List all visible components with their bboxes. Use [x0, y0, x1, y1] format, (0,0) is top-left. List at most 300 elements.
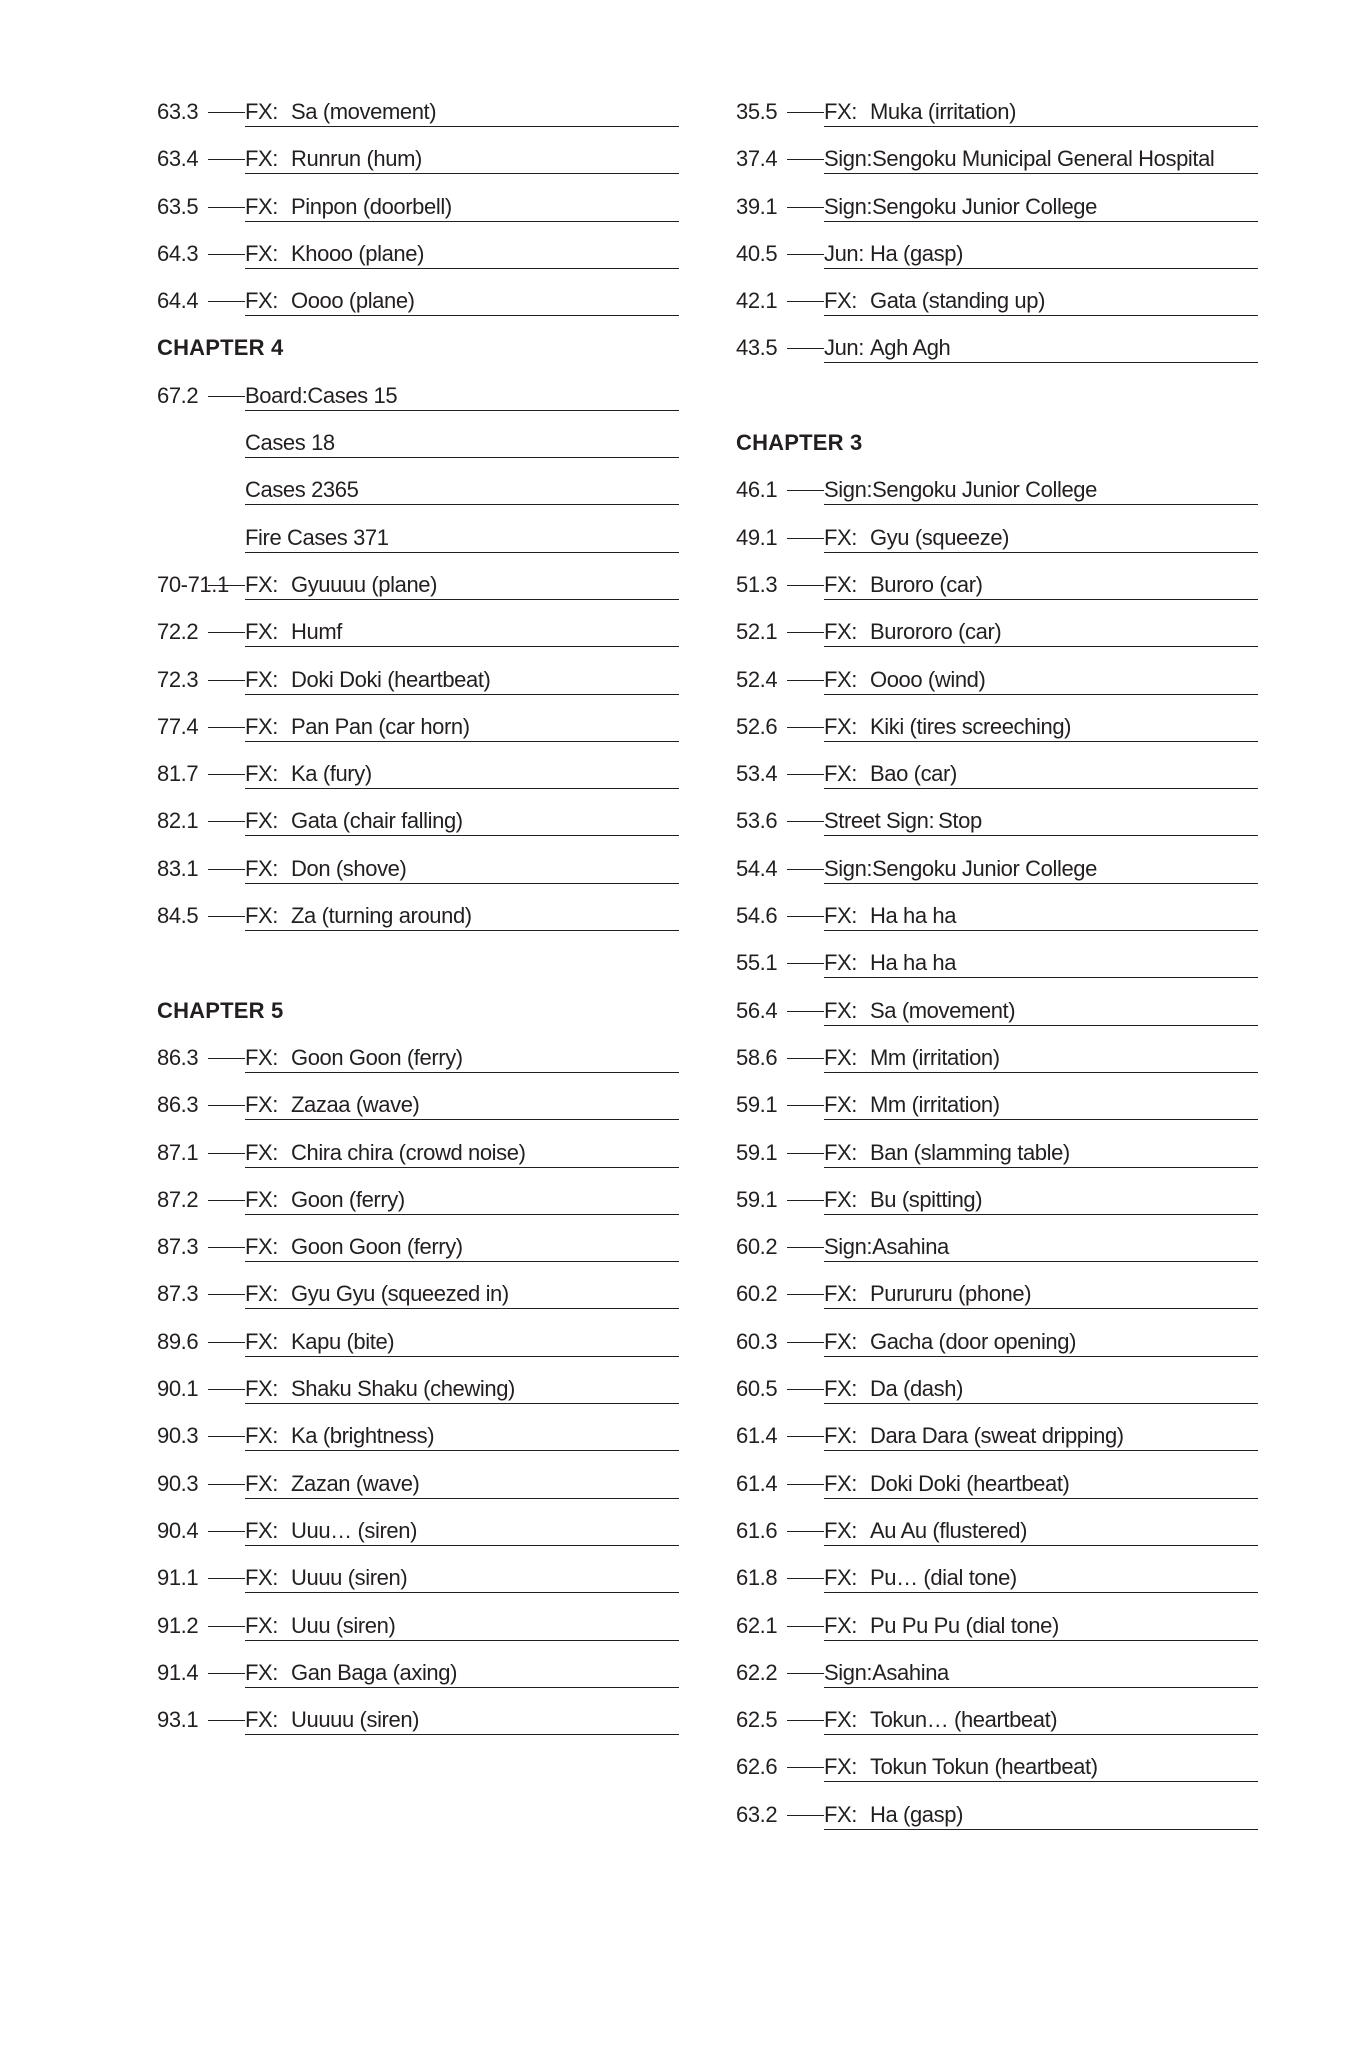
entry-text	[824, 808, 1258, 836]
leader-line	[208, 1626, 245, 1627]
page-panel-number: 37.4	[736, 146, 778, 172]
page-panel-number: 62.6	[736, 1754, 778, 1780]
leader-line	[787, 1626, 824, 1627]
entry-description: Cases 18	[245, 430, 335, 456]
entry-label: FX:	[824, 666, 858, 692]
glossary-entry	[157, 706, 679, 753]
leader-line	[208, 254, 245, 255]
entry-description: Sengoku Municipal General Hospital	[872, 146, 1215, 172]
glossary-entry	[736, 327, 1258, 374]
page-panel-number: 63.5	[157, 193, 199, 219]
entry-label: FX:	[245, 571, 279, 597]
leader-line	[208, 1484, 245, 1485]
entry-description: Cases 2365	[245, 477, 359, 503]
chapter-heading	[157, 327, 679, 374]
glossary-entry	[157, 848, 679, 895]
entry-description: Agh Agh	[870, 335, 951, 361]
entry-description: Ha ha ha	[870, 903, 957, 929]
glossary-entry	[157, 375, 679, 422]
entry-label: Board:	[245, 382, 308, 408]
glossary-entry	[157, 138, 679, 185]
entry-text	[245, 146, 679, 174]
page-panel-number: 70-71.1	[157, 571, 229, 597]
entry-label: FX:	[824, 1801, 858, 1827]
entry-description: Dara Dara (sweat dripping)	[870, 1423, 1124, 1449]
entry-text	[245, 1423, 679, 1451]
leader-line	[787, 207, 824, 208]
page-panel-number: 86.3	[157, 1092, 199, 1118]
entry-description: Uuuu (siren)	[291, 1565, 408, 1591]
page-panel-number: 52.6	[736, 713, 778, 739]
leader-line	[208, 869, 245, 870]
glossary-entry	[736, 280, 1258, 327]
entry-text	[824, 1565, 1258, 1593]
page-panel-number: 42.1	[736, 288, 778, 314]
entry-text	[245, 1471, 679, 1499]
page-panel-number: 72.3	[157, 666, 199, 692]
glossary-entry	[736, 1321, 1258, 1368]
leader-line	[208, 1200, 245, 1201]
glossary-entry	[157, 1037, 679, 1084]
entry-label: FX:	[245, 1281, 279, 1307]
glossary-entry	[736, 942, 1258, 989]
leader-line	[208, 1294, 245, 1295]
leader-line	[787, 869, 824, 870]
page-panel-number: 60.2	[736, 1281, 778, 1307]
entry-label: Sign:	[824, 855, 873, 881]
entry-description: Gyu (squeeze)	[870, 524, 1010, 550]
leader-line	[208, 159, 245, 160]
entry-description: Uuu… (siren)	[291, 1517, 418, 1543]
glossary-entry	[157, 611, 679, 658]
leader-line	[208, 1153, 245, 1154]
entry-text	[245, 1518, 679, 1546]
page-panel-number: 59.1	[736, 1186, 778, 1212]
entry-description: Chira chira (crowd noise)	[291, 1139, 526, 1165]
glossary-entry	[157, 469, 679, 516]
entry-label: Sign:	[824, 1659, 873, 1685]
entry-description: Asahina	[872, 1234, 949, 1260]
leader-line	[208, 632, 245, 633]
entry-description: Gata (chair falling)	[291, 808, 463, 834]
entry-label: FX:	[824, 1470, 858, 1496]
glossary-entry	[736, 1699, 1258, 1746]
entry-text	[824, 1045, 1258, 1073]
entry-description: Mm (irritation)	[870, 1092, 1000, 1118]
entry-text	[824, 1707, 1258, 1735]
glossary-entry	[157, 1463, 679, 1510]
entry-label: FX:	[245, 1517, 279, 1543]
page-panel-number: 59.1	[736, 1139, 778, 1165]
glossary-entry	[736, 1273, 1258, 1320]
glossary-entry	[736, 1368, 1258, 1415]
entry-label: FX:	[824, 903, 858, 929]
glossary-entry	[736, 1415, 1258, 1462]
leader-line	[787, 680, 824, 681]
leader-line	[787, 1484, 824, 1485]
leader-line	[787, 1720, 824, 1721]
entry-label: FX:	[245, 99, 279, 124]
glossary-entry	[736, 1557, 1258, 1604]
entry-text	[245, 667, 679, 695]
entry-text	[824, 1092, 1258, 1120]
leader-line	[787, 585, 824, 586]
entry-description: Bu (spitting)	[870, 1186, 983, 1212]
entry-text	[824, 288, 1258, 316]
glossary-entry	[736, 1084, 1258, 1131]
entry-label: FX:	[245, 240, 279, 266]
glossary-entry	[736, 1463, 1258, 1510]
glossary-entry	[736, 469, 1258, 516]
leader-line	[208, 727, 245, 728]
glossary-entry	[736, 611, 1258, 658]
entry-label: Sign:	[824, 1234, 873, 1260]
entry-label: FX:	[824, 288, 858, 314]
entry-text	[245, 525, 679, 553]
entry-description: Pu Pu Pu (dial tone)	[870, 1612, 1059, 1638]
entry-text	[245, 714, 679, 742]
leader-line	[208, 1342, 245, 1343]
glossary-entry	[736, 800, 1258, 847]
entry-text	[824, 667, 1258, 695]
leader-line	[787, 1342, 824, 1343]
glossary-entry	[157, 1226, 679, 1273]
entry-label: FX:	[824, 1423, 858, 1449]
page-panel-number: 67.2	[157, 382, 199, 408]
glossary-entry	[736, 186, 1258, 233]
entry-label: FX:	[245, 288, 279, 314]
entry-description: Oooo (plane)	[291, 288, 415, 314]
page-panel-number: 93.1	[157, 1707, 199, 1733]
entry-text	[245, 1140, 679, 1168]
entry-text	[824, 761, 1258, 789]
glossary-entry	[736, 895, 1258, 942]
entry-text	[245, 477, 679, 505]
entry-description: Gyu Gyu (squeezed in)	[291, 1281, 509, 1307]
entry-description: Goon (ferry)	[291, 1186, 405, 1212]
page-panel-number: 63.4	[157, 146, 199, 172]
page-panel-number: 64.4	[157, 288, 199, 314]
entry-text	[245, 808, 679, 836]
entry-description: Shaku Shaku (chewing)	[291, 1376, 515, 1402]
entry-text	[245, 1707, 679, 1735]
glossary-entry	[736, 1605, 1258, 1652]
entry-description: Pu… (dial tone)	[870, 1565, 1017, 1591]
entry-text	[824, 903, 1258, 931]
chapter-heading-text: CHAPTER 5	[157, 997, 284, 1023]
page-panel-number: 35.5	[736, 99, 778, 124]
leader-line	[787, 301, 824, 302]
glossary-entry	[736, 1132, 1258, 1179]
page-panel-number: 77.4	[157, 713, 199, 739]
page-panel-number: 82.1	[157, 808, 199, 834]
entry-label: FX:	[245, 1139, 279, 1165]
entry-label: FX:	[245, 193, 279, 219]
entry-text	[245, 619, 679, 647]
entry-label: FX:	[245, 903, 279, 929]
glossary-entry	[157, 517, 679, 564]
entry-description: Sengoku Junior College	[872, 477, 1097, 503]
entry-text	[245, 856, 679, 884]
entry-text	[824, 477, 1258, 505]
page-panel-number: 61.4	[736, 1423, 778, 1449]
glossary-entry	[736, 91, 1258, 138]
chapter-heading-text: CHAPTER 4	[157, 335, 284, 361]
entry-label: Jun:	[824, 240, 864, 266]
entry-text	[245, 194, 679, 222]
entry-text	[824, 572, 1258, 600]
entry-text	[824, 856, 1258, 884]
entry-text	[824, 1140, 1258, 1168]
page-panel-number: 43.5	[736, 335, 778, 361]
entry-label: FX:	[824, 1707, 858, 1733]
entry-label: Jun:	[824, 335, 864, 361]
section-spacer	[157, 942, 679, 989]
entry-text	[824, 241, 1258, 269]
entry-label: Sign:	[824, 146, 873, 172]
page-panel-number: 61.6	[736, 1517, 778, 1543]
glossary-entry	[157, 1368, 679, 1415]
leader-line	[208, 1105, 245, 1106]
entry-label: FX:	[245, 1659, 279, 1685]
page-panel-number: 55.1	[736, 950, 778, 976]
entry-description: Cases 15	[307, 382, 398, 408]
entry-text	[824, 1471, 1258, 1499]
entry-label: FX:	[824, 1281, 858, 1307]
entry-description: Gata (standing up)	[870, 288, 1046, 314]
entry-text	[245, 1613, 679, 1641]
glossary-entry	[157, 1415, 679, 1462]
page-panel-number: 61.4	[736, 1470, 778, 1496]
entry-text	[824, 950, 1258, 978]
entry-description: Muka (irritation)	[870, 99, 1017, 124]
entry-description: Gacha (door opening)	[870, 1328, 1077, 1354]
glossary-entry	[157, 895, 679, 942]
entry-text	[245, 572, 679, 600]
entry-description: Sengoku Junior College	[872, 855, 1097, 881]
page-panel-number: 49.1	[736, 524, 778, 550]
glossary-entry	[157, 1273, 679, 1320]
leader-line	[208, 1247, 245, 1248]
page-panel-number: 51.3	[736, 571, 778, 597]
glossary-entry	[736, 1037, 1258, 1084]
page-panel-number: 56.4	[736, 997, 778, 1023]
leader-line	[208, 112, 245, 113]
entry-label: Street Sign:	[824, 808, 935, 834]
entry-text	[245, 383, 679, 411]
entry-description: Ka (brightness)	[291, 1423, 435, 1449]
glossary-entry	[736, 1179, 1258, 1226]
entry-description: Don (shove)	[291, 855, 407, 881]
glossary-entry	[736, 848, 1258, 895]
leader-line	[208, 1436, 245, 1437]
page-panel-number: 90.1	[157, 1376, 199, 1402]
glossary-entry	[736, 564, 1258, 611]
leader-line	[208, 1578, 245, 1579]
entry-description: Doki Doki (heartbeat)	[870, 1470, 1070, 1496]
leader-line	[787, 1011, 824, 1012]
entry-description: Doki Doki (heartbeat)	[291, 666, 491, 692]
entry-text	[824, 99, 1258, 127]
leader-line	[208, 1389, 245, 1390]
page-panel-number: 63.2	[736, 1801, 778, 1827]
leader-line	[787, 774, 824, 775]
leader-line	[208, 301, 245, 302]
leader-line	[208, 680, 245, 681]
entry-description: Asahina	[872, 1659, 949, 1685]
glossary-entry	[157, 1699, 679, 1746]
leader-line	[787, 916, 824, 917]
glossary-entry	[736, 517, 1258, 564]
entry-label: FX:	[824, 1376, 858, 1402]
page-panel-number: 87.3	[157, 1234, 199, 1260]
page-panel-number: 90.3	[157, 1423, 199, 1449]
page-panel-number: 46.1	[736, 477, 778, 503]
glossary-entry	[736, 1794, 1258, 1841]
leader-line	[208, 821, 245, 822]
entry-text	[824, 619, 1258, 647]
entry-label: FX:	[824, 1328, 858, 1354]
leader-line	[787, 254, 824, 255]
entry-text	[245, 241, 679, 269]
entry-text	[245, 288, 679, 316]
page-panel-number: 63.3	[157, 99, 199, 124]
page-panel-number: 90.3	[157, 1470, 199, 1496]
page-panel-number: 59.1	[736, 1092, 778, 1118]
glossary-entry	[736, 990, 1258, 1037]
entry-text	[824, 1802, 1258, 1830]
leader-line	[208, 1531, 245, 1532]
page-panel-number: 91.2	[157, 1612, 199, 1638]
page-panel-number: 87.2	[157, 1186, 199, 1212]
entry-description: Sengoku Junior College	[872, 193, 1097, 219]
page-panel-number: 60.5	[736, 1376, 778, 1402]
entry-label: FX:	[245, 1044, 279, 1070]
entry-description: Ha (gasp)	[870, 1801, 963, 1827]
glossary-entry	[157, 280, 679, 327]
leader-line	[787, 632, 824, 633]
page-panel-number: 58.6	[736, 1044, 778, 1070]
entry-description: Pinpon (doorbell)	[291, 193, 452, 219]
leader-line	[787, 821, 824, 822]
entry-text	[824, 1613, 1258, 1641]
page-panel-number: 54.4	[736, 855, 778, 881]
leader-line	[208, 1673, 245, 1674]
entry-description: Sa (movement)	[870, 997, 1016, 1023]
entry-text	[245, 1329, 679, 1357]
entry-description: Pan Pan (car horn)	[291, 713, 470, 739]
leader-line	[787, 1294, 824, 1295]
entry-label: FX:	[245, 1092, 279, 1118]
page-panel-number: 62.5	[736, 1707, 778, 1733]
entry-description: Za (turning around)	[291, 903, 472, 929]
entry-description: Kapu (bite)	[291, 1328, 395, 1354]
entry-text	[245, 1660, 679, 1688]
glossary-entry	[736, 1510, 1258, 1557]
entry-label: FX:	[824, 713, 858, 739]
page-panel-number: 53.6	[736, 808, 778, 834]
entry-description: Stop	[938, 808, 982, 834]
leader-line	[787, 1389, 824, 1390]
entry-label: FX:	[245, 713, 279, 739]
entry-label: FX:	[245, 1376, 279, 1402]
leader-line	[208, 396, 245, 397]
entry-text	[245, 430, 679, 458]
entry-description: Humf	[291, 619, 342, 645]
entry-text	[245, 1565, 679, 1593]
leader-line	[787, 1058, 824, 1059]
entry-label: FX:	[824, 1754, 858, 1780]
entry-text	[245, 1281, 679, 1309]
page-panel-number: 39.1	[736, 193, 778, 219]
page-panel-number: 62.1	[736, 1612, 778, 1638]
entry-label: FX:	[245, 1234, 279, 1260]
glossary-entry	[736, 138, 1258, 185]
page-panel-number: 54.6	[736, 903, 778, 929]
glossary-entry	[157, 1084, 679, 1131]
entry-text	[824, 146, 1258, 174]
entry-text	[824, 525, 1258, 553]
entry-label: FX:	[245, 1612, 279, 1638]
entry-text	[245, 1234, 679, 1262]
section-spacer	[736, 375, 1258, 422]
entry-description: Sa (movement)	[291, 99, 437, 124]
entry-description: Tokun Tokun (heartbeat)	[870, 1754, 1098, 1780]
leader-line	[787, 159, 824, 160]
chapter-heading	[157, 990, 679, 1037]
entry-description: Runrun (hum)	[291, 146, 422, 172]
leader-line	[208, 207, 245, 208]
page-panel-number: 72.2	[157, 619, 199, 645]
entry-description: Ha (gasp)	[870, 240, 963, 266]
entry-description: Gan Baga (axing)	[291, 1659, 458, 1685]
entry-label: Sign:	[824, 477, 873, 503]
glossary-entry	[157, 233, 679, 280]
page-panel-number: 62.2	[736, 1659, 778, 1685]
leader-line	[787, 348, 824, 349]
page-panel-number: 60.2	[736, 1234, 778, 1260]
entry-label: FX:	[824, 1565, 858, 1591]
entry-label: FX:	[824, 1044, 858, 1070]
leader-line	[787, 1531, 824, 1532]
entry-description: Da (dash)	[870, 1376, 963, 1402]
entry-label: FX:	[824, 1612, 858, 1638]
entry-text	[824, 1234, 1258, 1262]
glossary-entry	[736, 659, 1258, 706]
entry-text	[824, 1376, 1258, 1404]
page-panel-number: 81.7	[157, 761, 199, 787]
glossary-entry	[157, 1652, 679, 1699]
entry-text	[824, 1423, 1258, 1451]
entry-label: FX:	[245, 1186, 279, 1212]
page-panel-number: 84.5	[157, 903, 199, 929]
glossary-entry	[736, 1652, 1258, 1699]
entry-description: Oooo (wind)	[870, 666, 986, 692]
page-panel-number: 60.3	[736, 1328, 778, 1354]
leader-line	[208, 585, 245, 586]
page-panel-number: 52.1	[736, 619, 778, 645]
entry-label: FX:	[824, 950, 858, 976]
leader-line	[787, 1247, 824, 1248]
entry-text	[824, 1754, 1258, 1782]
entry-label: FX:	[245, 1707, 279, 1733]
leader-line	[208, 774, 245, 775]
glossary-entry	[157, 1179, 679, 1226]
entry-text	[824, 998, 1258, 1026]
entry-text	[824, 1518, 1258, 1546]
entry-description: Khooo (plane)	[291, 240, 425, 266]
leader-line	[787, 490, 824, 491]
